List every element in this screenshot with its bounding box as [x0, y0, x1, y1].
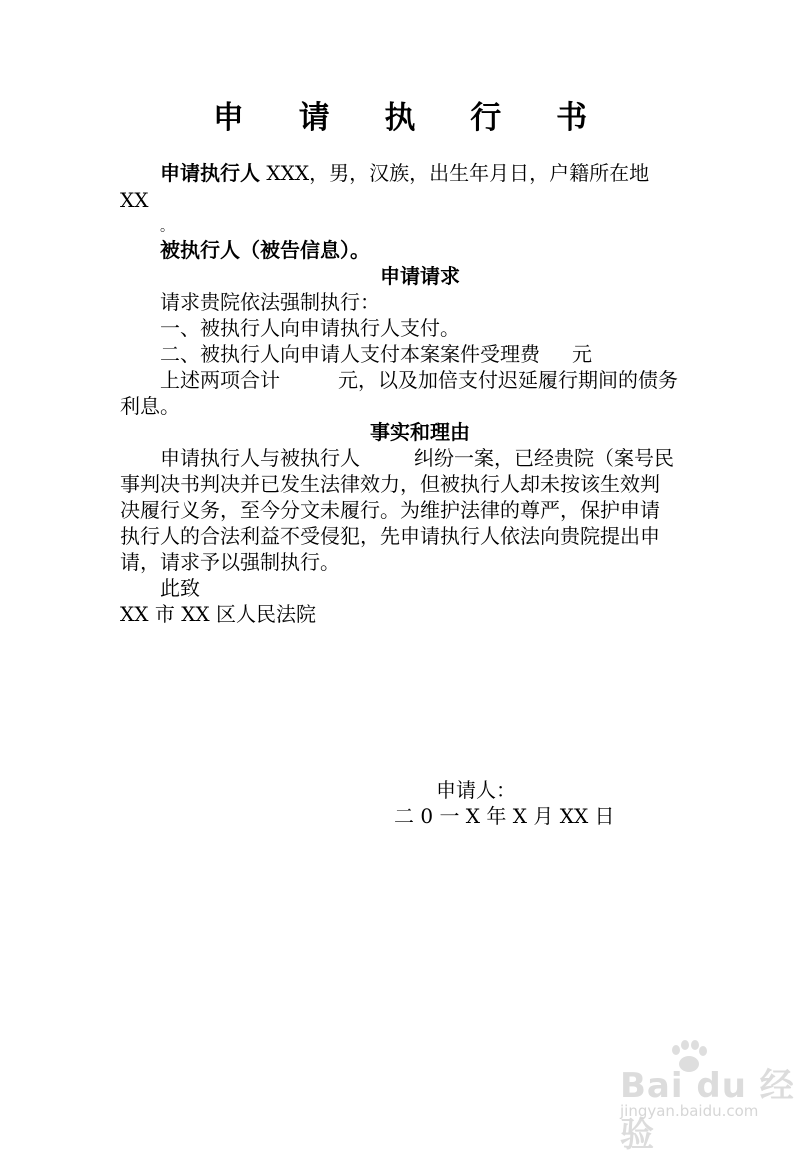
total-line	[160, 367, 678, 393]
watermark-logo: Bai du 经验	[620, 1066, 795, 1155]
respondent-line: 被执行人（被告信息）。	[160, 238, 370, 262]
total-text: 元，以及加倍支付迟延履行期间的债务	[338, 368, 678, 392]
applicant-label: 申请执行人	[160, 161, 260, 185]
request-intro: 请求贵院依法强制执行：	[160, 290, 380, 314]
applicant-cont: XX	[120, 188, 149, 212]
facts-line-3: 决履行义务，至今分文未履行。为维护法律的尊严，保护申请	[120, 498, 660, 522]
total-label: 上述两项合计	[160, 368, 280, 392]
item2-unit: 元	[572, 342, 592, 366]
total-cont: 利息。	[120, 394, 180, 418]
baidu-watermark	[610, 1040, 795, 1155]
section-request-heading: 申请请求	[380, 264, 460, 288]
facts-line-1	[160, 445, 674, 471]
date-line: 二 0 一 X 年 X 月 XX 日	[394, 804, 615, 828]
item2-text: 二、被执行人向申请人支付本案案件受理费	[160, 342, 540, 366]
facts-line-2: 事判决书判决并已发生法律效力，但被执行人却未按该生效判	[120, 472, 660, 496]
section-facts-heading: 事实和理由	[370, 420, 470, 444]
closing-line: 此致	[160, 576, 200, 600]
applicant-text: XXX，男，汉族，出生年月日，户籍所在地	[260, 161, 650, 185]
request-item-1: 一、被执行人向申请执行人支付。	[160, 316, 460, 340]
facts-line-4: 执行人的合法利益不受侵犯，先申请执行人依法向贵院提出申	[120, 524, 660, 548]
applicant-line	[160, 160, 649, 186]
signer-line: 申请人：	[436, 778, 516, 802]
facts-1b: 纠纷一案，已经贵院（案号民	[414, 446, 674, 470]
document-title: 申 请 执 行 书	[212, 100, 610, 136]
watermark-url: jingyan.baidu.com	[620, 1102, 759, 1120]
applicant-end: 。	[160, 219, 174, 235]
facts-line-5: 请，请求予以强制执行。	[120, 550, 340, 574]
court-line: XX 市 XX 区人民法院	[120, 602, 317, 626]
facts-1a: 申请执行人与被执行人	[160, 446, 360, 470]
request-item-2	[160, 341, 592, 367]
